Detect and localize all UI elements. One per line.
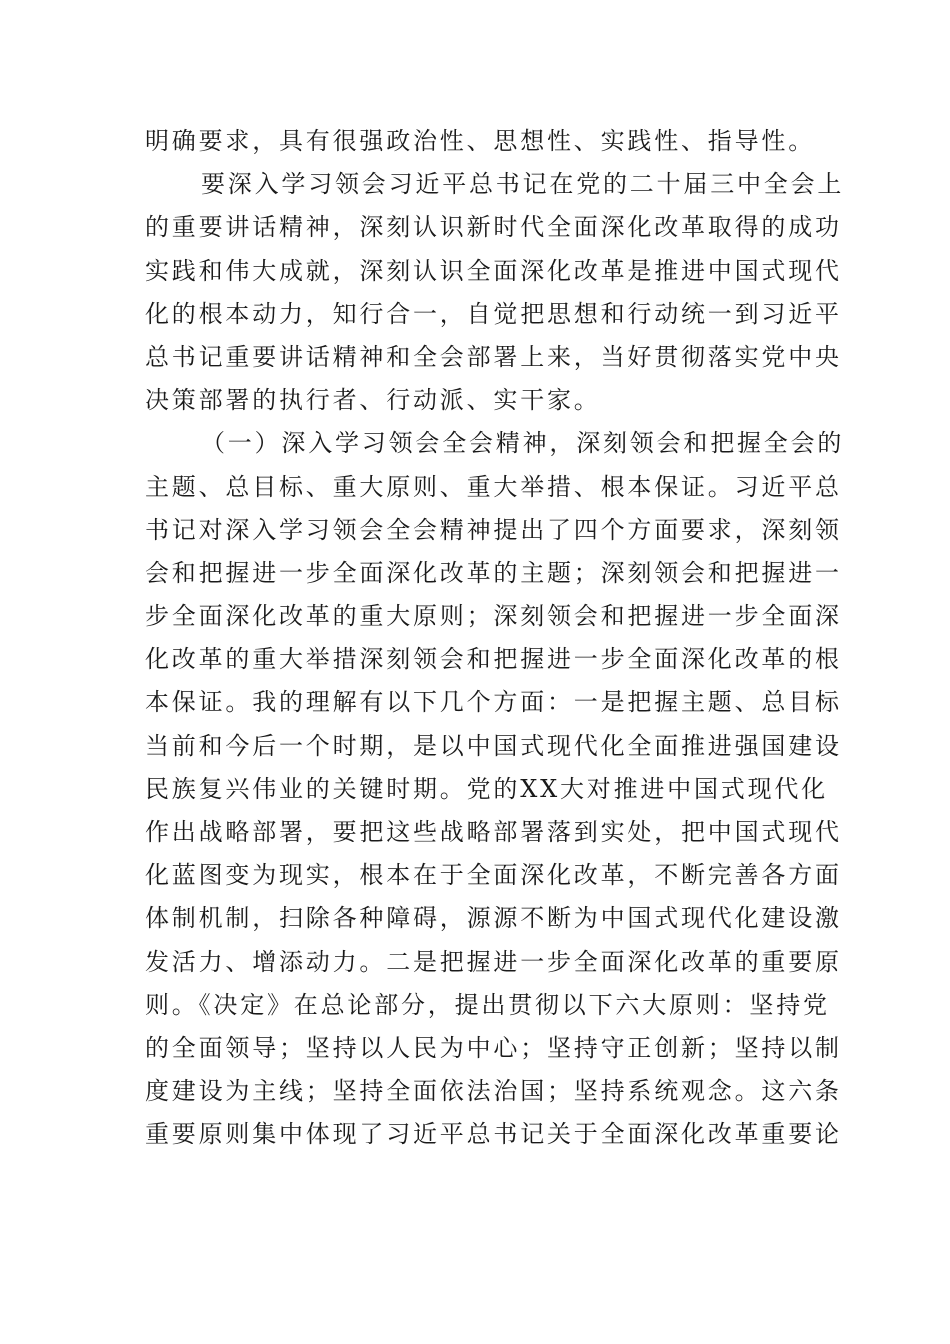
text-line-10: 书记对深入学习领会全会精神提出了四个方面要求，深刻领 [145, 515, 842, 544]
text-line-8-section-heading: （一）深入学习领会全会精神，深刻领会和把握全会的 [201, 429, 845, 458]
text-line-12: 步全面深化改革的重大原则；深刻领会和把握进一步全面深 [145, 602, 842, 631]
text-line-14: 本保证。我的理解有以下几个方面：一是把握主题、总目标 [145, 688, 842, 717]
text-line-20: 发活力、增添动力。二是把握进一步全面深化改革的重要原 [145, 947, 842, 976]
text-line-11: 会和把握进一步全面深化改革的主题；深刻领会和把握进一 [145, 558, 842, 587]
text-line-1: 明确要求，具有很强政治性、思想性、实践性、指导性。 [145, 127, 815, 155]
text-line-23: 度建设为主线；坚持全面依法治国；坚持系统观念。这六条 [145, 1077, 842, 1106]
text-line-6: 总书记重要讲话精神和全会部署上来，当好贯彻落实党中央 [145, 342, 842, 371]
text-line-4: 实践和伟大成就，深刻认识全面深化改革是推进中国式现代 [145, 256, 842, 285]
text-line-22: 的全面领导；坚持以人民为中心；坚持守正创新；坚持以制 [145, 1033, 842, 1062]
text-line-24: 重要原则集中体现了习近平总书记关于全面深化改革重要论 [145, 1120, 842, 1149]
text-line-5: 化的根本动力，知行合一，自觉把思想和行动统一到习近平 [145, 299, 842, 328]
document-body [145, 120, 845, 1157]
text-line-2-paragraph-start: 要深入学习领会习近平总书记在党的二十届三中全会上 [201, 170, 845, 199]
text-line-16: 民族复兴伟业的关键时期。党的XX大对推进中国式现代化 [145, 774, 828, 803]
text-line-21: 则。《决定》在总论部分，提出贯彻以下六大原则：坚持党 [145, 990, 830, 1019]
text-line-7: 决策部署的执行者、行动派、实干家。 [145, 386, 601, 415]
text-line-17: 作出战略部署，要把这些战略部署落到实处，把中国式现代 [145, 818, 842, 846]
text-line-13: 化改革的重大举措深刻领会和把握进一步全面深化改革的根 [145, 645, 842, 674]
text-line-19: 体制机制，扫除各种障碍，源源不断为中国式现代化建设激 [145, 904, 842, 933]
text-line-3: 的重要讲话精神，深刻认识新时代全面深化改革取得的成功 [145, 213, 842, 242]
text-line-18: 化蓝图变为现实，根本在于全面深化改革，不断完善各方面 [145, 861, 842, 890]
text-line-9: 主题、总目标、重大原则、重大举措、根本保证。习近平总 [145, 472, 842, 501]
text-line-15: 当前和今后一个时期，是以中国式现代化全面推进强国建设 [145, 731, 842, 760]
